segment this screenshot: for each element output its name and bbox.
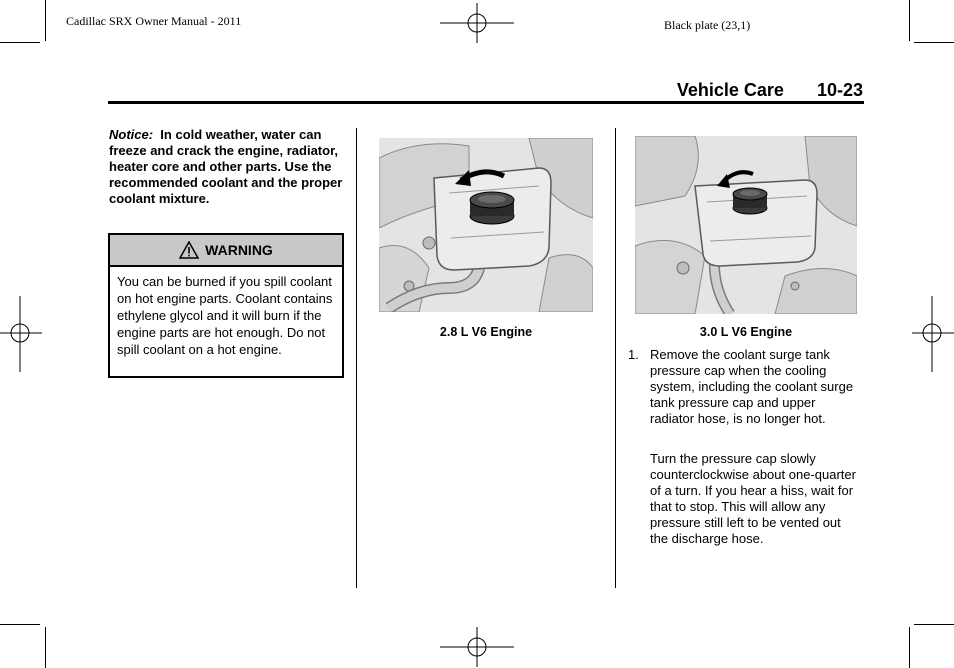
crop-mark <box>0 42 40 43</box>
registration-mark-icon <box>912 296 954 372</box>
warning-triangle-icon <box>179 241 199 259</box>
crop-mark <box>45 627 46 668</box>
crop-mark <box>914 42 954 43</box>
column-divider <box>356 128 357 588</box>
manual-title: Cadillac SRX Owner Manual - 2011 <box>66 14 242 28</box>
column-divider <box>615 128 616 588</box>
step-number: 1. <box>628 347 639 362</box>
crop-mark <box>909 0 910 41</box>
engine-illustration-3-0 <box>635 136 857 314</box>
header-rule <box>108 101 864 104</box>
section-title: Vehicle Care <box>676 80 784 100</box>
notice-paragraph <box>109 127 345 207</box>
crop-mark <box>45 0 46 41</box>
warning-text: You can be burned if you spill coolant on hot engine parts. Coolant contains ethylene glycol and it will burn if the engine parts are hot enough. Do not spill coolant on a hot engine. <box>117 274 333 357</box>
step-continuation: Turn the pressure cap slowly counterclockwise about one-quarter of a turn. If you hear a hiss, wait for that to stop. This will allow any pressure still left to be vented out the discharge hose. <box>650 451 856 546</box>
registration-mark-icon <box>0 296 42 372</box>
plate-label: Black plate (23,1) <box>664 18 751 32</box>
crop-mark <box>0 624 40 625</box>
section-header <box>677 80 863 101</box>
registration-mark-icon <box>440 3 516 43</box>
page-number: 10-23 <box>816 80 863 100</box>
warning-box <box>108 233 344 378</box>
notice-text: In cold weather, water can freeze and crack the engine, radiator, heater core and other parts. Use the recommended coolant and the proper coolant mixture. <box>109 127 343 206</box>
figure-caption: 2.8 L V6 Engine <box>439 325 533 339</box>
notice-label: Notice: <box>109 127 154 142</box>
warning-title: WARNING <box>205 242 273 258</box>
crop-mark <box>909 627 910 668</box>
registration-mark-icon <box>440 627 516 667</box>
crop-mark <box>914 624 954 625</box>
engine-illustration-2-8 <box>379 138 593 312</box>
figure-caption: 3.0 L V6 Engine <box>699 325 793 339</box>
warning-header <box>110 235 342 267</box>
step-text: Remove the coolant surge tank pressure cap when the cooling system, including the coolant surge tank pressure cap and upper radiator hose, is no longer hot. <box>650 347 854 426</box>
